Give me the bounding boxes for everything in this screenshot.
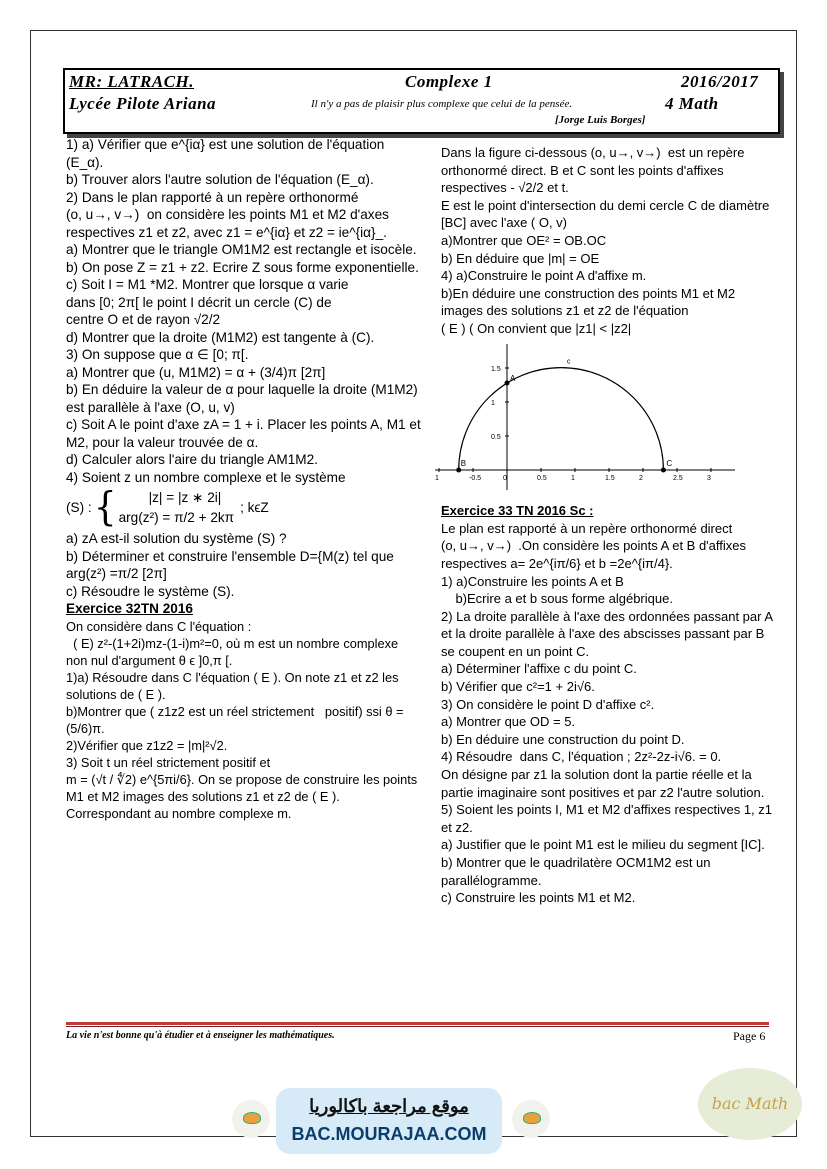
exercise-33-line: a) Montrer que OD = 5. xyxy=(441,714,576,730)
exercise-text-line: E est le point d'intersection du demi cercle C de diamètre [BC] avec l'axe ( O, v) xyxy=(441,197,773,231)
exercise-text-line: d) Montrer que la droite (M1M2) est tangente à (C). xyxy=(66,329,375,345)
semicircle-figure xyxy=(435,342,735,492)
exercise-33-line: Le plan est rapporté à un repère orthonormé direct xyxy=(441,520,733,536)
x-tick-label: 1 xyxy=(435,474,439,482)
document-header xyxy=(63,68,780,134)
exercise-33-line: 5) Soient les points I, M1 et M2 d'affixes respectives 1, z1 et z2. xyxy=(441,802,776,835)
exercise-text-line: c) Soit I = M1 *M2. Montrer que lorsque α varie xyxy=(66,277,349,292)
exercise-text-line: 4) Soient z un nombre complexe et le système xyxy=(66,469,346,485)
exercise-32-line: 3) Soit t un réel strictement positif et xyxy=(66,754,271,770)
footer-divider xyxy=(66,1022,769,1025)
x-tick-label: 1.5 xyxy=(605,474,615,482)
y-tick-label: 1.5 xyxy=(491,365,501,373)
exercise-32-title: Exercice 32TN 2016 xyxy=(66,601,193,616)
right-column xyxy=(435,144,776,907)
exercise-33-line: c) Construire les points M1 et M2. xyxy=(441,890,636,906)
system-s xyxy=(66,484,422,530)
exercise-33-line: 3) On considère le point D d'affixe c². xyxy=(441,696,655,712)
exercise-33-line: (o, u→, v→) .On considère les points A et B d'affixes xyxy=(441,538,746,554)
exercise-text-line: Dans la figure ci-dessous (o, u→, v→) est un repère orthonormé direct. B et C sont les points d'affixes xyxy=(441,145,749,178)
exercise-32-line: 2)Vérifier que z1z2 = |m|²√2. xyxy=(66,737,228,753)
left-site-logo-icon xyxy=(232,1100,270,1138)
exercise-33-line: a) Déterminer l'affixe c du point C. xyxy=(441,661,637,677)
system-line-2: arg(z²) = π/2 + 2kπ xyxy=(118,510,235,525)
footer-motto: La vie n'est bonne qu'à étudier et à enseigner les mathématiques. xyxy=(66,1030,335,1041)
exercise-text-line: ( E ) ( On convient que |z1| < |z2| xyxy=(441,320,632,336)
y-tick-label: 1 xyxy=(491,399,495,407)
exercise-text-line: a) Montrer que (u, M1M2) = α + (3/4)π [2π] xyxy=(66,364,326,380)
x-tick-label: -0.5 xyxy=(469,474,482,482)
right-site-logo-icon xyxy=(512,1100,550,1138)
exercise-text-line: respectives z1 et z2, avec z1 = e^{iα} et z2 = ie^{iα}_. xyxy=(66,224,387,240)
exercise-text-line: a) Montrer que le triangle OM1M2 est rectangle et isocèle. xyxy=(66,242,417,257)
brace-icon: { xyxy=(93,484,117,530)
system-label: (S) : xyxy=(66,500,92,516)
exercise-text-line: b) Trouver alors l'autre solution de l'équation (E_α). xyxy=(66,172,374,187)
exercise-text-line: centre O et de rayon √2/2 xyxy=(66,312,221,327)
label-c: C xyxy=(666,458,673,468)
exercise-text-line: 2) Dans le plan rapporté à un repère orthonormé xyxy=(66,189,359,205)
site-banner[interactable] xyxy=(276,1088,502,1154)
document-title: Complexe 1 xyxy=(405,72,493,91)
school-year: 2016/2017 xyxy=(681,72,759,91)
exercise-33-line: b) Vérifier que c²=1 + 2i√6. xyxy=(441,679,595,695)
footer-divider-thin xyxy=(66,1026,769,1027)
exercise-33-line: 2) La droite parallèle à l'axe des ordonnées passant par A et la droite parallèle à l'axe des abscisses passant par B se coupent en un point C. xyxy=(441,608,776,659)
exercise-text-line: dans [0; 2π[ le point I décrit un cercle (C) de xyxy=(66,294,332,310)
label-circle: c xyxy=(567,358,571,366)
quote-author: [Jorge Luis Borges] xyxy=(555,114,646,126)
left-column xyxy=(66,136,425,822)
system-suffix: ; kϵZ xyxy=(240,500,269,516)
exercise-33-line: a) Justifier que le point M1 est le milieu du segment [IC]. xyxy=(441,837,765,853)
exercise-text-line: a)Montrer que OE² = OB.OC xyxy=(441,232,607,248)
exercise-text-line: 4) a)Construire le point A d'affixe m. xyxy=(441,268,647,284)
exercise-33-line: b) Montrer que le quadrilatère OCM1M2 est un parallélogramme. xyxy=(441,855,715,888)
site-name-arabic: موقع مراجعة باكالوريا xyxy=(309,1096,469,1116)
exercise-32-line: 1)a) Résoudre dans C l'équation ( E ). On note z1 et z2 les solutions de ( E ). xyxy=(66,669,403,702)
exercise-text-line: (E_α). xyxy=(66,154,104,170)
x-tick-label: 0.5 xyxy=(537,474,547,482)
exercise-33-line: respectives a= 2e^{iπ/6} et b =2e^{iπ/4}. xyxy=(441,555,673,571)
x-tick-label: 1 xyxy=(571,474,575,482)
exercise-32-line: On considère dans C l'équation : xyxy=(66,618,252,634)
semicircle-c xyxy=(459,367,664,469)
header-quote: Il n'y a pas de plaisir plus complexe que celui de la pensée. xyxy=(311,98,573,110)
label-b: B xyxy=(460,458,467,468)
site-url-link[interactable]: BAC.MOURAJAA.COM xyxy=(291,1124,487,1144)
exercise-32-line: ( E) z²-(1+2i)mz-(1-i)m²=0, où m est un nombre complexe non nul d'argument θ ϵ ]0,π [. xyxy=(66,635,402,668)
exercise-text-line: 1) a) Vérifier que e^{iα} est une solution de l'équation xyxy=(66,137,385,152)
x-tick-label: 2 xyxy=(639,474,643,482)
point-a xyxy=(505,380,510,385)
exercise-32-line: b)Montrer que ( z1z2 est un réel strictement positif) ssi θ = (5/6)π. xyxy=(66,703,408,736)
bac-math-logo: bac Math xyxy=(698,1068,802,1140)
exercise-text-line: b) En déduire la valeur de α pour laquelle la droite (M1M2) est parallèle à l'axe (O, u, v) xyxy=(66,382,422,415)
exercise-33-line: 4) Résoudre dans C, l'équation ; 2z²-2z-i√6. = 0. xyxy=(441,749,722,765)
system-line-1: |z| = |z ∗ 2i| xyxy=(148,490,222,505)
teacher-name: MR: LATRACH. xyxy=(69,72,195,91)
x-tick-label: 0 xyxy=(503,474,507,482)
exercise-33-line: 1) a)Construire les points A et B xyxy=(441,573,624,589)
exercise-text-line: 3) On suppose que α ∈ [0; π[. xyxy=(66,347,249,362)
exercise-32-line: Correspondant au nombre complexe m. xyxy=(66,805,292,821)
point-c xyxy=(661,467,666,472)
exercise-33-line: b) En déduire une construction du point D. xyxy=(441,731,685,747)
point-b xyxy=(456,467,461,472)
y-tick-label: 0.5 xyxy=(491,433,501,441)
exercise-33-line: On désigne par z1 la solution dont la partie réelle et la partie imaginaire sont positives et par z2 l'autre solution. xyxy=(441,767,765,800)
exercise-33-title: Exercice 33 TN 2016 Sc : xyxy=(441,503,594,519)
exercise-33-line: b)Ecrire a et b sous forme algébrique. xyxy=(441,591,673,607)
x-tick-label: 2.5 xyxy=(673,474,683,482)
exercise-text-line: d) Calculer alors l'aire du triangle AM1M2. xyxy=(66,452,318,467)
exercise-text-line: b) Déterminer et construire l'ensemble D={M(z) tel que arg(z²) =π/2 [2π] xyxy=(66,548,398,581)
exercise-text-line: (o, u→, v→) on considère les points M1 et M2 d'axes xyxy=(66,207,389,222)
x-tick-label: 3 xyxy=(707,474,711,482)
page-number: Page 6 xyxy=(733,1029,766,1043)
exercise-32-line: m = (√t / ∜2) e^{5πi/6}. On se propose de construire les points M1 et M2 images des solutions z1 et z2 de ( E ). xyxy=(66,771,421,804)
exercise-text-line: respectives - √2/2 et t. xyxy=(441,180,569,196)
exercise-text-line: b) En déduire que |m| = OE xyxy=(441,250,600,266)
exercise-text-line: b) On pose Z = z1 + z2. Ecrire Z sous forme exponentielle. xyxy=(66,259,419,275)
school-name: Lycée Pilote Ariana xyxy=(69,94,217,113)
exercise-text-line: c) Résoudre le système (S). xyxy=(66,583,235,599)
exercise-text-line: c) Soit A le point d'axe zA = 1 + i. Placer les points A, M1 et M2, pour la valeur trouvée de α. xyxy=(66,417,425,450)
label-a: A xyxy=(510,373,516,383)
class-level: 4 Math xyxy=(665,94,719,113)
exercise-text-line: a) zA est-il solution du système (S) ? xyxy=(66,531,287,546)
exercise-text-line: b)En déduire une construction des points M1 et M2 images des solutions z1 et z2 de l'équation xyxy=(441,285,739,319)
